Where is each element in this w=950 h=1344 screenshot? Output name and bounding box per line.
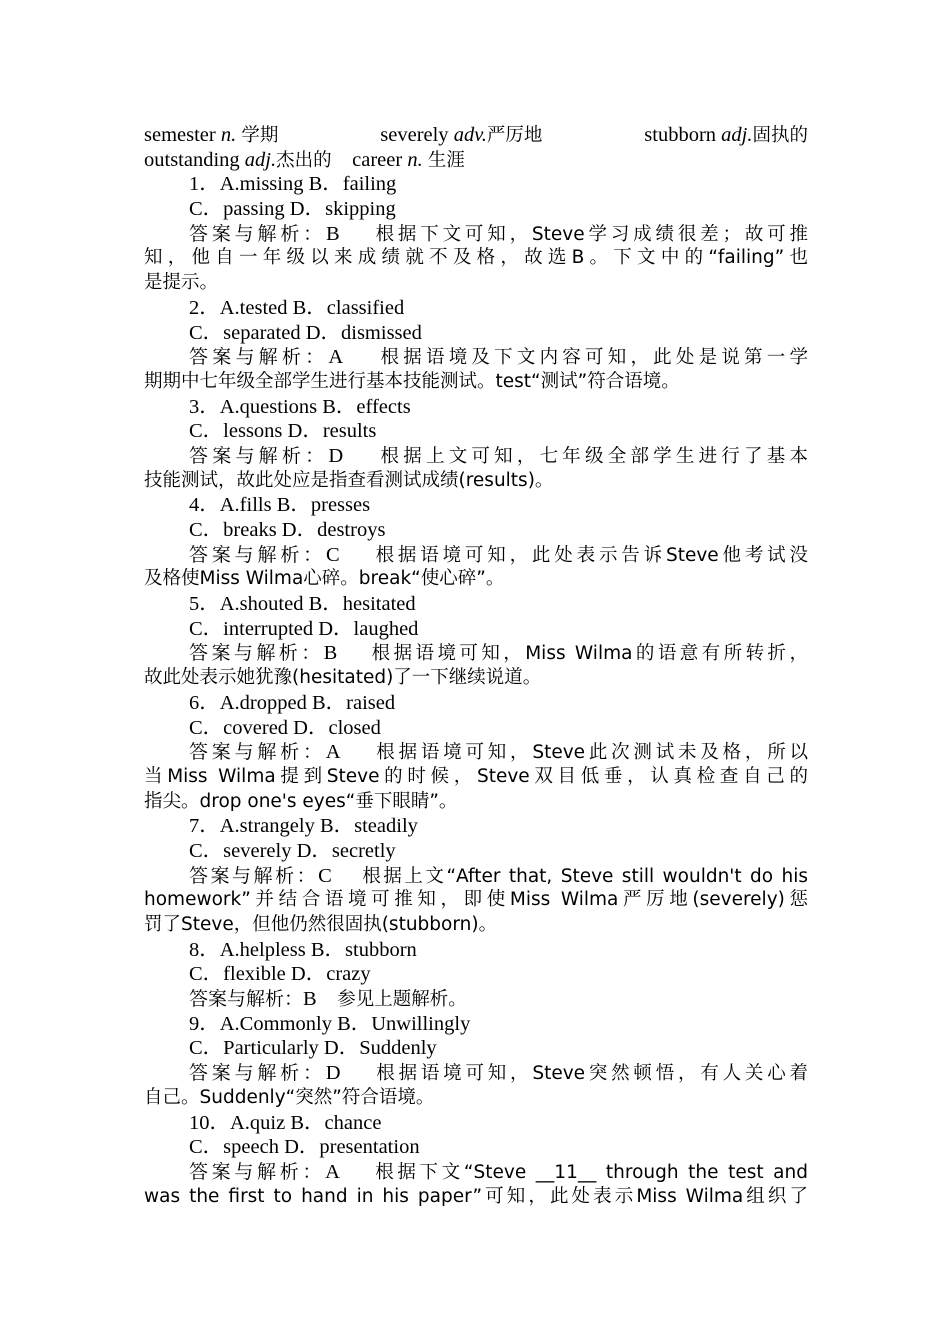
explanation-line: homework”并结合语境可推知，即使Miss Wilma严厉地(severely)惩 bbox=[144, 889, 808, 911]
vocab-line-1 bbox=[144, 123, 808, 148]
question-7-options-ab: 7．A.strangely B．steadily bbox=[189, 815, 418, 838]
question-4-answer: 答案与解析：C 根据语境可知，此处表示告诉Steve他考试没 bbox=[189, 543, 809, 566]
explanation-line: 及格使Miss Wilma心碎。break“使心碎”。 bbox=[144, 568, 505, 590]
vocab-entry: semester n. 学期 bbox=[144, 124, 279, 146]
question-8-options-ab: 8．A.helpless B．stubborn bbox=[189, 938, 417, 961]
answer-label: 答案与解析： bbox=[189, 741, 326, 764]
question-5-options-cd: C．interrupted D．laughed bbox=[189, 617, 419, 640]
answer-label: 答案与解析： bbox=[189, 1160, 326, 1183]
explanation-line: 自己。Suddenly“突然”符合语境。 bbox=[144, 1086, 435, 1108]
explanation-line: 罚了Steve，但他仍然很固执(stubborn)。 bbox=[144, 914, 498, 935]
question-6-options-ab: 6．A.dropped B．raised bbox=[189, 691, 396, 714]
answer-letter: C bbox=[318, 864, 332, 887]
vocab-entry: outstanding adj.杰出的 bbox=[144, 148, 332, 171]
question-1-options-ab: 1．A.missing B．failing bbox=[189, 173, 397, 196]
vocab-entry: severely adv.严厉地 bbox=[380, 124, 543, 146]
question-8-answer: 答案与解析：B 参见上题解析。 bbox=[189, 988, 467, 1011]
answer-label: 答案与解析： bbox=[189, 864, 319, 887]
answer-label: 答案与解析： bbox=[189, 222, 327, 245]
question-9-options-cd: C．Particularly D．Suddenly bbox=[189, 1037, 437, 1060]
answer-letter: C bbox=[326, 543, 340, 566]
explanation-line: 期期中七年级全部学生进行基本技能测试。test“测试”符合语境。 bbox=[144, 370, 680, 392]
question-7-options-cd: C．severely D．secretly bbox=[189, 839, 396, 862]
question-2-answer: 答案与解析：A 根据语境及下文内容可知，此处是说第一学 bbox=[189, 346, 808, 369]
explanation-line: was the first to hand in his paper”可知，此处表示Miss Wilma组织了 bbox=[144, 1185, 808, 1207]
question-5-options-ab: 5．A.shouted B．hesitated bbox=[189, 593, 416, 616]
question-9-answer: 答案与解析：D 根据语境可知，Steve突然顿悟，有人关心着 bbox=[189, 1062, 808, 1085]
question-3-answer: 答案与解析：D 根据上文可知，七年级全部学生进行了基本 bbox=[189, 444, 808, 467]
answer-letter: A bbox=[325, 1160, 340, 1183]
document-page bbox=[144, 123, 808, 1209]
answer-letter: B bbox=[323, 642, 338, 665]
question-2-options-ab: 2．A.tested B．classified bbox=[189, 296, 405, 319]
question-6-options-cd: C．covered D．closed bbox=[189, 716, 381, 739]
answer-letter: D bbox=[328, 444, 344, 467]
answer-letter: A bbox=[325, 741, 341, 764]
answer-label: 答案与解析： bbox=[189, 988, 304, 1011]
explanation-line: 是提示。 bbox=[144, 272, 219, 294]
question-9-options-ab: 9．A.Commonly B．Unwillingly bbox=[189, 1012, 471, 1035]
explanation-line: 知，他自一年级以来成绩就不及格，故选B。下文中的“failing”也 bbox=[144, 247, 808, 269]
explanation-line: 技能测试，故此处应是指查看测试成绩(results)。 bbox=[144, 469, 554, 491]
answer-letter: B bbox=[303, 988, 317, 1011]
question-3-options-ab: 3．A.questions B．effects bbox=[189, 395, 411, 418]
question-1-options-cd: C．passing D．skipping bbox=[189, 198, 396, 221]
question-6-answer: 答案与解析：A 根据语境可知，Steve此次测试未及格，所以 bbox=[189, 741, 808, 764]
explanation-line: 故此处表示她犹豫(hesitated)了一下继续说道。 bbox=[144, 667, 542, 689]
answer-label: 答案与解析： bbox=[189, 1062, 326, 1085]
question-10-options-cd: C．speech D．presentation bbox=[189, 1136, 420, 1159]
answer-label: 答案与解析： bbox=[189, 642, 324, 665]
question-10-options-ab: 10．A.quiz B．chance bbox=[189, 1111, 382, 1134]
question-2-options-cd: C．separated D．dismissed bbox=[189, 321, 422, 344]
question-4-options-ab: 4．A.fills B．presses bbox=[189, 494, 371, 517]
question-1-answer: 答案与解析：B 根据下文可知，Steve学习成绩很差；故可推 bbox=[189, 222, 809, 245]
answer-letter: A bbox=[328, 346, 344, 369]
question-8-options-cd: C．flexible D．crazy bbox=[189, 963, 371, 986]
vocab-line-2 bbox=[144, 148, 808, 173]
question-7-answer: 答案与解析：C 根据上文“After that, Steve still wouldn't do his bbox=[189, 864, 808, 887]
answer-label: 答案与解析： bbox=[189, 444, 329, 467]
vocab-entry: career n. 生涯 bbox=[352, 148, 465, 171]
answer-label: 答案与解析： bbox=[189, 543, 327, 566]
answer-label: 答案与解析： bbox=[189, 346, 329, 369]
vocab-entry: stubborn adj.固执的 bbox=[644, 124, 809, 146]
explanation-line: 当Miss Wilma提到Steve的时候，Steve双目低垂，认真检查自己的 bbox=[144, 765, 808, 787]
answer-letter: B bbox=[326, 222, 340, 245]
answer-letter: D bbox=[325, 1062, 341, 1085]
question-5-answer: 答案与解析：B 根据语境可知，Miss Wilma的语意有所转折， bbox=[189, 642, 808, 665]
question-10-answer: 答案与解析：A 根据下文“Steve __11__ through the test and bbox=[189, 1160, 808, 1183]
explanation-line: 指尖。drop one's eyes“垂下眼睛”。 bbox=[144, 790, 458, 812]
question-4-options-cd: C．breaks D．destroys bbox=[189, 519, 386, 541]
question-3-options-cd: C．lessons D．results bbox=[189, 420, 377, 443]
